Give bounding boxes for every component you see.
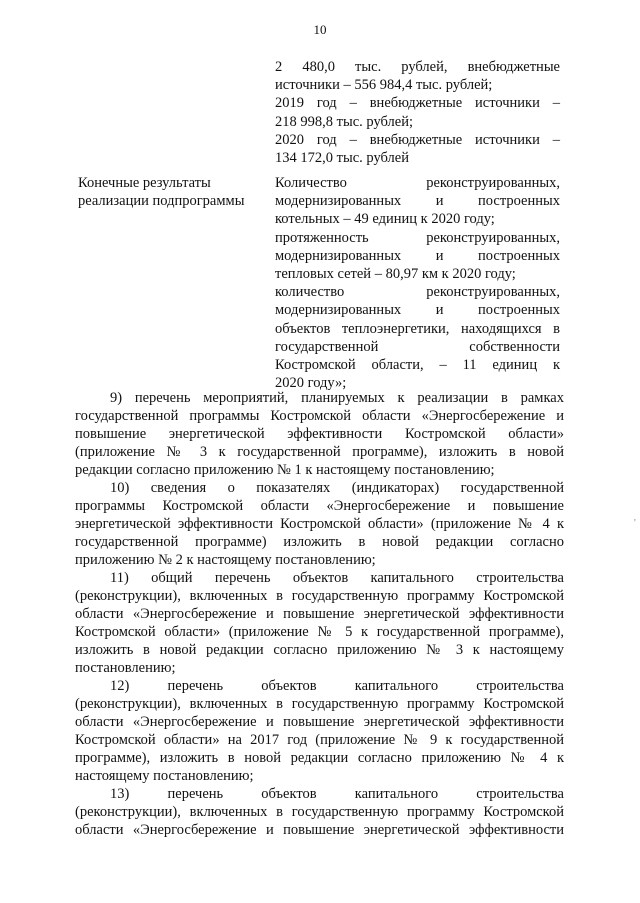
results-line: модернизированных и построенных xyxy=(275,247,560,264)
results-line: 2020 году»; xyxy=(275,375,347,392)
paragraph-line: 10) сведения о показателях (индикаторах) государственной xyxy=(110,480,564,496)
paragraph-line: (реконструкции), включенных в государственную программу Костромской xyxy=(75,588,564,604)
paragraph-line: государственной программы Костромской области «Энергосбережение и xyxy=(75,408,564,424)
funding-line: 2019 год – внебюджетные источники – xyxy=(275,95,560,112)
paragraph-line: государственной программе) изложить в новой редакции согласно xyxy=(75,534,564,550)
results-label-line: реализации подпрограммы xyxy=(78,193,245,209)
margin-mark: ' xyxy=(634,518,636,529)
results-line: Костромской области, – 11 единиц к xyxy=(275,357,560,373)
results-line: модернизированных и построенных xyxy=(275,193,560,210)
paragraph-line: 12) перечень объектов капитального строительства xyxy=(110,678,564,694)
paragraph-line: Костромской области» (приложение № 5 к государственной программе), xyxy=(75,624,564,640)
results-line: котельных – 49 единиц к 2020 году; xyxy=(275,211,495,228)
paragraph-line: энергетической эффективности Костромской области» (приложение № 4 к xyxy=(75,516,564,532)
funding-line: источники – 556 984,4 тыс. рублей; xyxy=(275,77,493,94)
results-line: объектов теплоэнергетики, находящихся в xyxy=(275,320,560,337)
paragraph-line: программы Костромской области «Энергосбережение и повышение xyxy=(75,498,564,514)
funding-line: 218 998,8 тыс. рублей; xyxy=(275,113,413,130)
paragraph-line: изложить в новой редакции согласно приложению № 3 к настоящему xyxy=(75,642,564,658)
paragraph-line: программе), изложить в новой редакции согласно приложению № 4 к xyxy=(75,750,564,766)
paragraph-line: 11) общий перечень объектов капитального строительства xyxy=(110,570,564,586)
paragraph-line: 13) перечень объектов капитального строительства xyxy=(110,786,564,802)
paragraph-line: (реконструкции), включенных в государственную программу Костромской xyxy=(75,696,564,712)
results-line: модернизированных и построенных xyxy=(275,302,560,319)
funding-line: 2020 год – внебюджетные источники – xyxy=(275,131,560,148)
funding-line: 134 172,0 тыс. рублей xyxy=(275,150,409,166)
results-line: протяженность реконструированных, xyxy=(275,229,560,246)
paragraph-line: постановлению; xyxy=(75,660,176,676)
paragraph-line: области «Энергосбережение и повышение энергетической эффективности xyxy=(75,822,564,838)
paragraph-line: повышение энергетической эффективности Костромской области» xyxy=(75,426,564,442)
paragraph-line: области «Энергосбережение и повышение энергетической эффективности xyxy=(75,606,564,622)
funding-line: 2 480,0 тыс. рублей, внебюджетные xyxy=(275,59,560,75)
results-label-line: Конечные результаты xyxy=(78,175,211,191)
paragraph-line: (приложение № 3 к государственной программе), изложить в новой xyxy=(75,444,564,460)
paragraph-line: (реконструкции), включенных в государственную программу Костромской xyxy=(75,804,564,820)
paragraph-line: настоящему постановлению; xyxy=(75,768,254,784)
paragraph-line: Костромской области» на 2017 год (приложение № 9 к государственной xyxy=(75,732,564,748)
paragraph-line: приложению № 2 к настоящему постановлению; xyxy=(75,552,376,568)
results-line: количество реконструированных, xyxy=(275,284,560,301)
paragraph-line: области «Энергосбережение и повышение энергетической эффективности xyxy=(75,714,564,730)
results-line: тепловых сетей – 80,97 км к 2020 году; xyxy=(275,266,516,282)
results-line: Количество реконструированных, xyxy=(275,175,560,191)
paragraph-line: 9) перечень мероприятий, планируемых к реализации в рамках xyxy=(110,390,564,406)
page-number: 10 xyxy=(313,22,327,37)
results-line: государственной собственности xyxy=(275,338,560,355)
paragraph-line: редакции согласно приложению № 1 к настоящему постановлению; xyxy=(75,462,495,478)
